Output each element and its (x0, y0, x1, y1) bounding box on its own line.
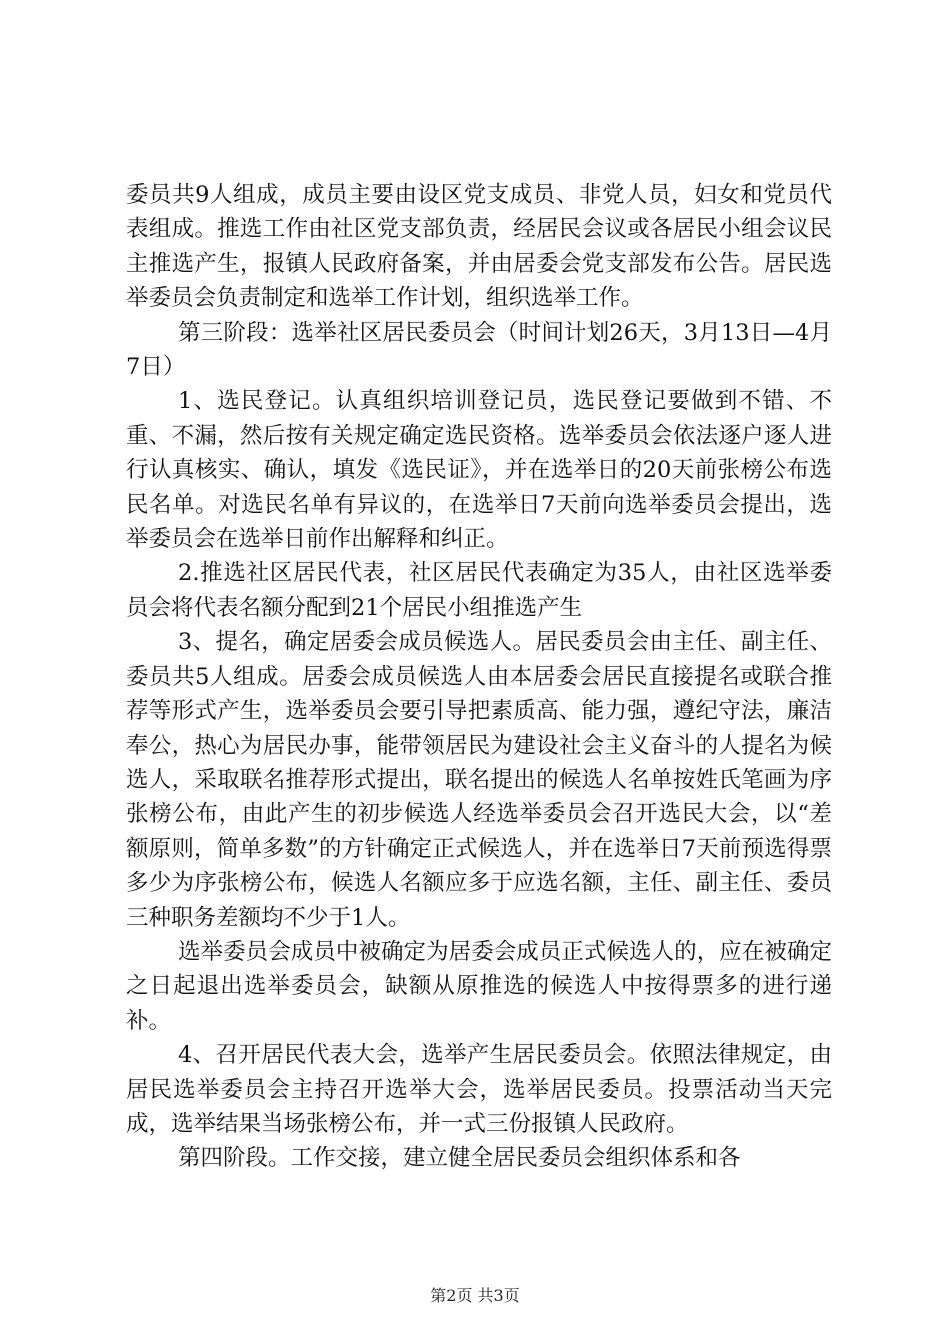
paragraph-nomination: 3、提名，确定居委会成员候选人。居民委员会由主任、副主任、委员共5人组成。居委会成员候选人由本居委会居民直接提名或联合推荐等形式产生，选举委员会要引导把素质高、能力强，遵纪守法，廉洁奉公，热心为居民办事，能带领居民为建设社会主义奋斗的人提名为候选人，采取联名推荐形式提出，联名提出的候选人名单按姓氏笔画为序张榜公布，由此产生的初步候选人经选举委员会召开选民大会，以“差额原则，简单多数”的方针确定正式候选人，并在选举日7天前预选得票多少为序张榜公布，候选人名额应多于应选名额，主任、副主任、委员三种职务差额均不少于1人。 (126, 629, 832, 931)
document-body (126, 178, 832, 1176)
paragraph-stage-four-heading: 第四阶段。工作交接，建立健全居民委员会组织体系和各 (178, 1145, 741, 1172)
page-number-label: 第2页 共3页 (430, 1286, 520, 1305)
paragraph-voter-registration: 1、选民登记。认真组织培训登记员，选民登记要做到不错、不重、不漏，然后按有关规定确定选民资格。选举委员会依法逐户逐人进行认真核实、确认，填发《选民证》，并在选举日的20天前张榜公布选民名单。对选民名单有异议的，在选举日7天前向选举委员会提出，选举委员会在选举日前作出解释和纠正。 (126, 388, 832, 553)
paragraph-resident-representatives: 2.推选社区居民代表，社区居民代表确定为35人，由社区选举委员会将代表名额分配到21个居民小组推选产生 (126, 560, 832, 621)
paragraph-continuation: 委员共9人组成，成员主要由设区党支成员、非党人员，妇女和党员代表组成。推选工作由社区党支部负责，经居民会议或各居民小组会议民主推选产生，报镇人民政府备案，并由居委会党支部发布公告。居民选举委员会负责制定和选举工作计划，组织选举工作。 (126, 182, 832, 312)
paragraph-election-meeting: 4、召开居民代表大会，选举产生居民委员会。依照法律规定，由居民选举委员会主持召开选举大会，选举居民委员。投票活动当天完成，选举结果当场张榜公布，并一式三份报镇人民政府。 (126, 1042, 832, 1137)
paragraph-stage-three-heading: 第三阶段：选举社区居民委员会（时间计划26天，3月13日—4月7日） (126, 319, 832, 381)
page-footer (0, 1286, 950, 1306)
paragraph-candidate-withdrawal: 选举委员会成员中被确定为居委会成员正式候选人的，应在被确定之日起退出选举委员会，缺额从原推选的候选人中按得票多的进行递补。 (126, 938, 832, 1034)
